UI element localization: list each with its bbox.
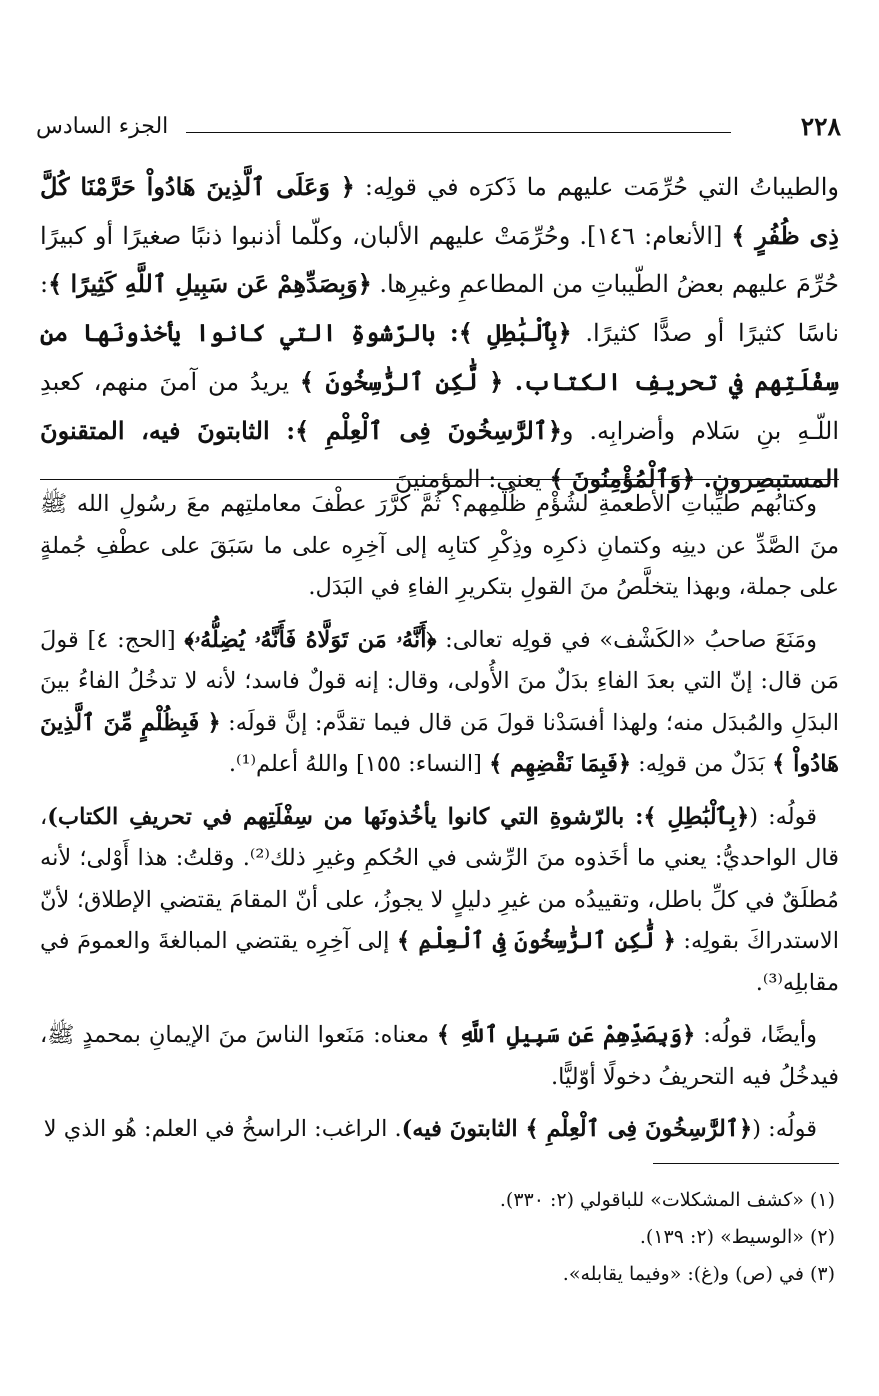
footnote-divider bbox=[653, 1163, 839, 1164]
main-text-segment: : ناسًا كثيرًا أو صدًّا كثيرًا. bbox=[40, 270, 840, 348]
commentary-bold-segment: : بالرّشوةِ التي كانوا يأخُذونَها من سِفْلَتِهم في تحريفِ الكتاب) bbox=[47, 803, 644, 830]
quran-verse: ﴿أَنَّهُۥ مَن تَوَلَّاهُ فَأَنَّهُۥ يُضِلُّهُۥ﴾ bbox=[184, 626, 437, 653]
quran-verse: ﴿ٱلرَّٰسِخُونَ فِى ٱلْعِلْمِ ﴾ bbox=[295, 415, 562, 445]
footnote: (١) «كشف المشكلات» للباقولي (٢: ٣٣٠). bbox=[499, 1189, 835, 1211]
part-title: الجزء السادس bbox=[36, 114, 169, 139]
footnote: (٢) «الوسيط» (٢: ١٣٩). bbox=[639, 1226, 835, 1248]
commentary-segment: وكتابُهم طيِّباتِ الأطعمةِ لشُؤْمِ ظُلمِهم؟ ثُمَّ كرَّرَ عطْفَ معاملتِهم معَ رسُولِ الله ﷺ منَ الصَّدِّ عن دينِه وكتمانِ ذكرِه وذِكْرِ كتابِه إلى آخِرِه على ما سَبَقَ على عطْفِ جُملةٍ على جملة، وبهذا يتخلَّصُ منَ القولِ بتكريرِ الفاءِ في البَدَل. bbox=[40, 491, 839, 600]
commentary-paragraph bbox=[40, 1109, 839, 1151]
commentary-segment: معناه: مَنَعوا الناسَ منَ الإيمانِ بمحمدٍ ﷺ، فيدخُلُ فيه التحريفُ دخولًا أوّليًّا. bbox=[40, 1022, 839, 1090]
commentary-segment: وأيضًا، قولُه: bbox=[695, 1022, 817, 1048]
commentary-segment: ، قال الواحديُّ: يعني ما أخَذوه منَ الرِّشى في الحُكمِ وغيرِ ذلك⁽²⁾. وقلتُ: هذا أَوْلى؛ لأنه مُطلَقٌ في كلِّ باطل، وتقييدُه من غيرِ دليلٍ لا يجوزُ، على أنّ المقامَ يقتضي الإطلاق؛ لأنّ الاستدراكَ بقولِه: bbox=[40, 803, 839, 954]
commentary-segment: بَدَلٌ من قولِه: bbox=[631, 751, 773, 777]
main-tafsir-text bbox=[40, 163, 839, 504]
commentary-segment: . الراغب: الراسخُ في العلم: هُو الذي لا bbox=[43, 1116, 402, 1142]
header-rule bbox=[186, 132, 731, 133]
quran-verse: ﴿ وَعَلَى ٱلَّذِينَ هَادُواْ حَرَّمْنَا كُلَّ ذِى ظُفُرٍ ﴾ bbox=[40, 172, 839, 250]
commentary-segment: [الحج: ٤] قولَ مَن قال: إنّ التي بعدَ الفاءِ بدَلٌ منَ الأُولى، وقال: إنه قولٌ فاسد؛ لأنه لا تدخُلُ الفاءُ بينَ البدَلِ والمُبدَل منه؛ ولهذا أفسَدْنا قولَ مَن قال فيما تقدَّم: إنَّ قولَه: bbox=[40, 626, 839, 736]
quran-verse: ﴿ لَّٰكِنِ ٱلرَّٰسِخُونَ فِى ٱلْعِلْمِ ﴾ bbox=[397, 928, 676, 954]
section-divider bbox=[40, 479, 839, 480]
commentary-segment: ومَنَعَ صاحبُ «الكَشْف» في قولِه تعالى: bbox=[436, 626, 817, 653]
main-text-segment: والطيباتُ التي حُرِّمَت عليهم ما ذَكرَه في قولِه: bbox=[354, 173, 839, 201]
main-text-segment: يريدُ من آمنَ منهم، كعبدِ اللّـهِ بنِ سَلام وأضرابِه. و bbox=[40, 367, 840, 445]
quran-verse: ﴿وَٱلْمُؤْمِنُونَ ﴾ bbox=[549, 464, 696, 494]
quran-verse: ﴿ٱلرَّٰسِخُونَ فِى ٱلْعِلْمِ ﴾ bbox=[525, 1116, 753, 1142]
commentary-paragraph bbox=[40, 484, 839, 609]
main-text-segment: يعني: المؤمنينَ bbox=[394, 465, 550, 494]
quran-verse: ﴿بِٱلْبَٰطِلِ ﴾ bbox=[643, 803, 750, 830]
main-text-bold-segment: : الثابتونَ فيه، المتقنونَ المستبصِرون. bbox=[40, 415, 839, 494]
commentary-segment: قولُه: ( bbox=[749, 803, 817, 830]
page-number: ٢٢٨ bbox=[800, 112, 841, 141]
footnote: (٣) في (ص) و(غ): «وفيما يقابله». bbox=[562, 1263, 835, 1285]
commentary-text bbox=[40, 484, 839, 1162]
page-header bbox=[36, 112, 841, 152]
main-text-bold-segment: : بالرّشوةِ التي كانوا يأخذونَها من سِفْلَتِهم في تحريفِ الكتاب. bbox=[40, 318, 840, 396]
main-text-segment: [الأنعام: ١٤٦]. وحُرِّمَتْ عليهم الألبان، وكلّما أذنبوا ذنبًا صغيرًا أو كبيرًا حُرِّمَ عليهم بعضُ الطّيباتِ من المطاعمِ وغيرِها. bbox=[40, 221, 839, 299]
quran-verse: ﴿ لَّٰكِنِ ٱلرَّٰسِخُونَ ﴾ bbox=[299, 366, 515, 396]
quran-verse: ﴿بِٱلْبَٰطِلِ ﴾ bbox=[458, 318, 572, 348]
commentary-segment: قولُه: ( bbox=[752, 1116, 817, 1142]
commentary-bold-segment: الثابتونَ فيه) bbox=[401, 1116, 526, 1142]
commentary-paragraph bbox=[40, 620, 839, 786]
commentary-segment: [النساء: ١٥٥] واللهُ أعلم⁽¹⁾. bbox=[228, 751, 490, 777]
quran-verse: ﴿وَبِصَدِّهِمْ عَن سَبِيلِ ٱللَّهِ كَثِيرًا ﴾ bbox=[48, 269, 372, 299]
quran-verse: ﴿فَبِمَا نَقْضِهِم ﴾ bbox=[489, 751, 632, 777]
commentary-segment: إلى آخِرِه يقتضي المبالغةَ والعمومَ في مقابلِه⁽³⁾. bbox=[40, 928, 839, 996]
quran-verse: ﴿ فَبِظُلْمٍ مِّنَ ٱلَّذِينَ هَادُواْ ﴾ bbox=[40, 709, 839, 777]
quran-verse: ﴿وَبِصَدِّهِمْ عَن سَبِيلِ ٱللَّهِ ﴾ bbox=[436, 1022, 696, 1048]
footnotes bbox=[40, 1182, 835, 1293]
commentary-paragraph bbox=[40, 797, 839, 1005]
commentary-paragraph bbox=[40, 1015, 839, 1098]
